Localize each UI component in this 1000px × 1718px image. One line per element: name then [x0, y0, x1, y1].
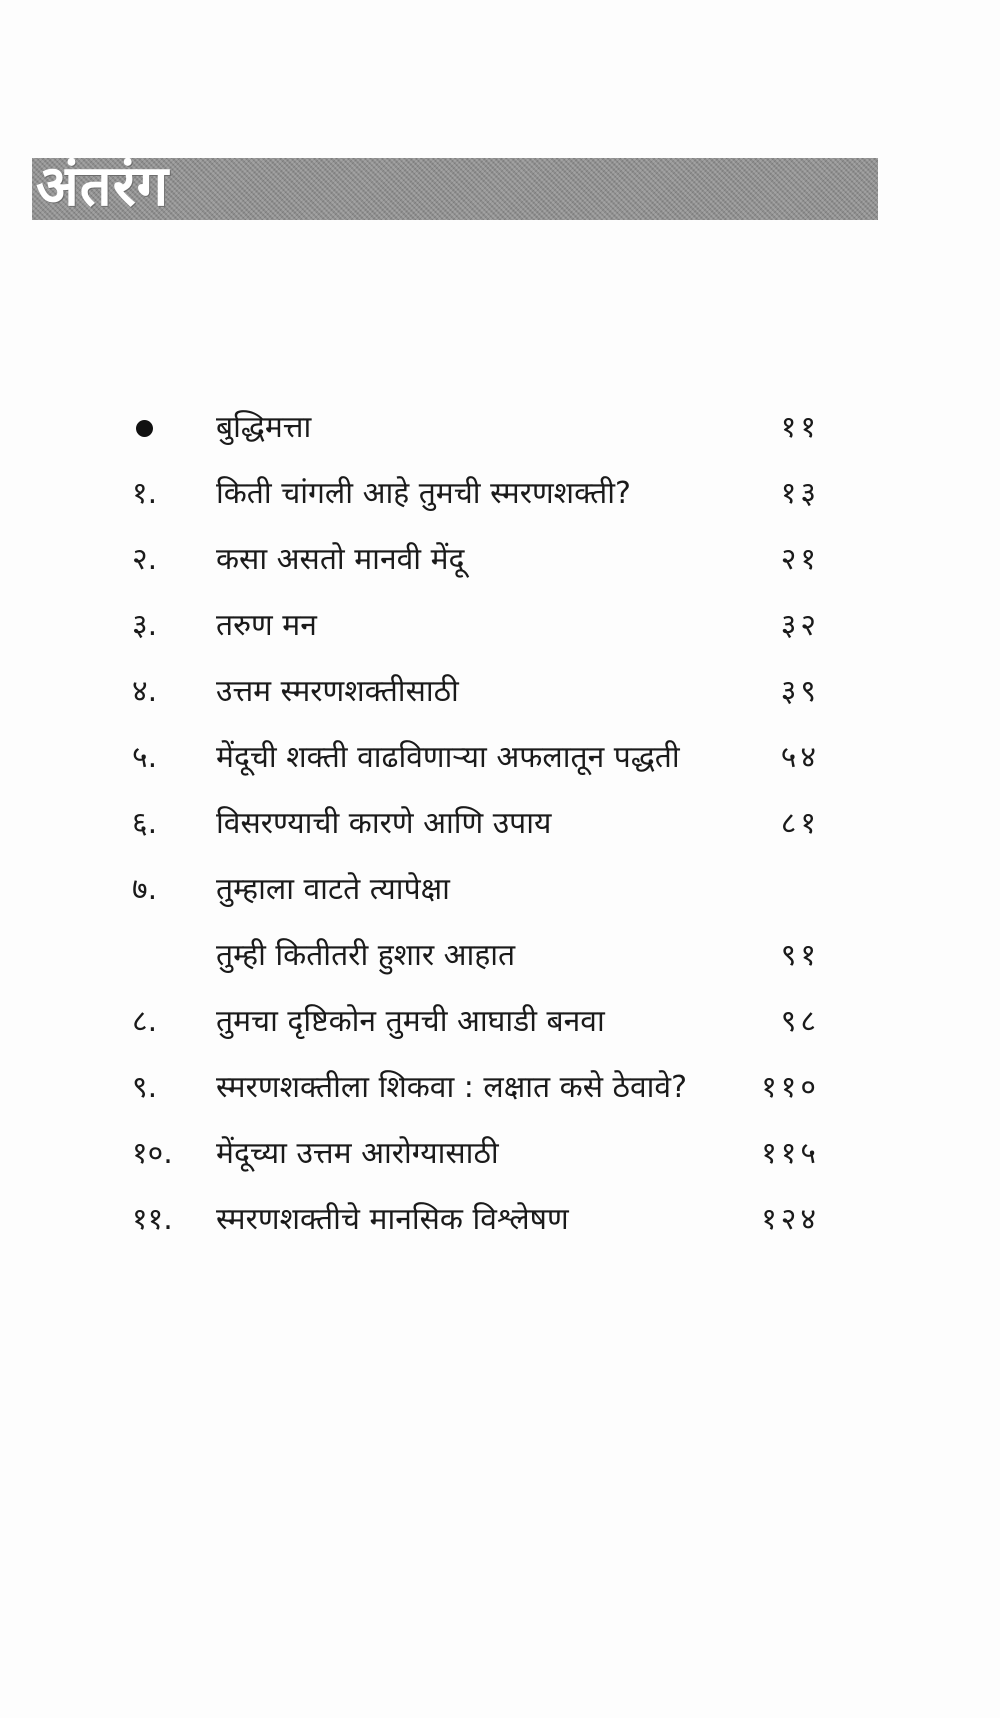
toc-entry-10[interactable]: [0, 1126, 1000, 1182]
toc-entry-6[interactable]: [0, 796, 1000, 852]
toc-entry-page: ३९: [780, 674, 820, 709]
toc-entry-8[interactable]: [0, 994, 1000, 1050]
toc-entry-7-continued[interactable]: [0, 928, 1000, 984]
toc-entry-title: तरुण मन: [216, 608, 317, 643]
toc-entry-title: तुम्ही कितीतरी हुशार आहात: [216, 938, 516, 973]
toc-entry-title: स्मरणशक्तीचे मानसिक विश्लेषण: [216, 1202, 569, 1237]
toc-entry-title: विसरण्याची कारणे आणि उपाय: [216, 806, 552, 841]
toc-entry-2[interactable]: [0, 532, 1000, 588]
toc-entry-page: १२४: [761, 1202, 820, 1237]
toc-entry-page: ३२: [780, 608, 820, 643]
toc-entry-page: ९१: [780, 938, 820, 973]
toc-entry-page: २१: [780, 542, 820, 577]
toc-entry-7[interactable]: [0, 862, 1000, 918]
toc-entry-title: तुम्हाला वाटते त्यापेक्षा: [216, 872, 450, 907]
toc-entry-page: ११५: [761, 1136, 820, 1171]
toc-entry-number: ५.: [132, 740, 158, 775]
toc-entry-title: कसा असतो मानवी मेंदू: [216, 542, 465, 577]
toc-entry-number: ७.: [132, 872, 158, 907]
toc-entry-page: ११: [780, 410, 820, 445]
toc-entry-number: ९.: [132, 1070, 158, 1105]
toc-entry-title: स्मरणशक्तीला शिकवा : लक्षात कसे ठेवावे?: [216, 1070, 688, 1105]
toc-entry-page: ८१: [780, 806, 820, 841]
toc-entry-1[interactable]: [0, 466, 1000, 522]
toc-entry-number: २.: [132, 542, 158, 577]
toc-entry-title: मेंदूची शक्ती वाढविणाऱ्या अफलातून पद्धती: [216, 740, 680, 775]
toc-entry-title: बुद्धिमत्ता: [216, 410, 312, 445]
toc-entry-title: तुमचा दृष्टिकोन तुमची आघाडी बनवा: [216, 1004, 605, 1039]
toc-entry-page: ५४: [780, 740, 820, 775]
toc-entry-title: उत्तम स्मरणशक्तीसाठी: [216, 674, 459, 709]
toc-entry-page: ९८: [780, 1004, 820, 1039]
page-title: अंतरंग: [36, 154, 170, 219]
toc-entry-number: ८.: [132, 1004, 158, 1039]
toc-entry-4[interactable]: [0, 664, 1000, 720]
toc-entry-number: ६.: [132, 806, 158, 841]
toc-entry-page: १३: [780, 476, 820, 511]
toc-entry-number: ११.: [132, 1202, 173, 1237]
toc-entry-number: ४.: [132, 674, 158, 709]
toc-entry-number: १०.: [132, 1136, 173, 1171]
toc-entry-5[interactable]: [0, 730, 1000, 786]
toc-entry-11[interactable]: [0, 1192, 1000, 1248]
toc-entry-title: मेंदूच्या उत्तम आरोग्यासाठी: [216, 1136, 499, 1171]
toc-entry-3[interactable]: [0, 598, 1000, 654]
toc-entry-page: ११०: [761, 1070, 820, 1105]
toc-entry-number: १.: [132, 476, 158, 511]
toc-entry-intro[interactable]: [0, 400, 1000, 456]
toc-entry-9[interactable]: [0, 1060, 1000, 1116]
bullet-icon: [136, 420, 153, 437]
toc-entry-title: किती चांगली आहे तुमची स्मरणशक्ती?: [216, 476, 631, 511]
toc-entry-number: ३.: [132, 608, 158, 643]
